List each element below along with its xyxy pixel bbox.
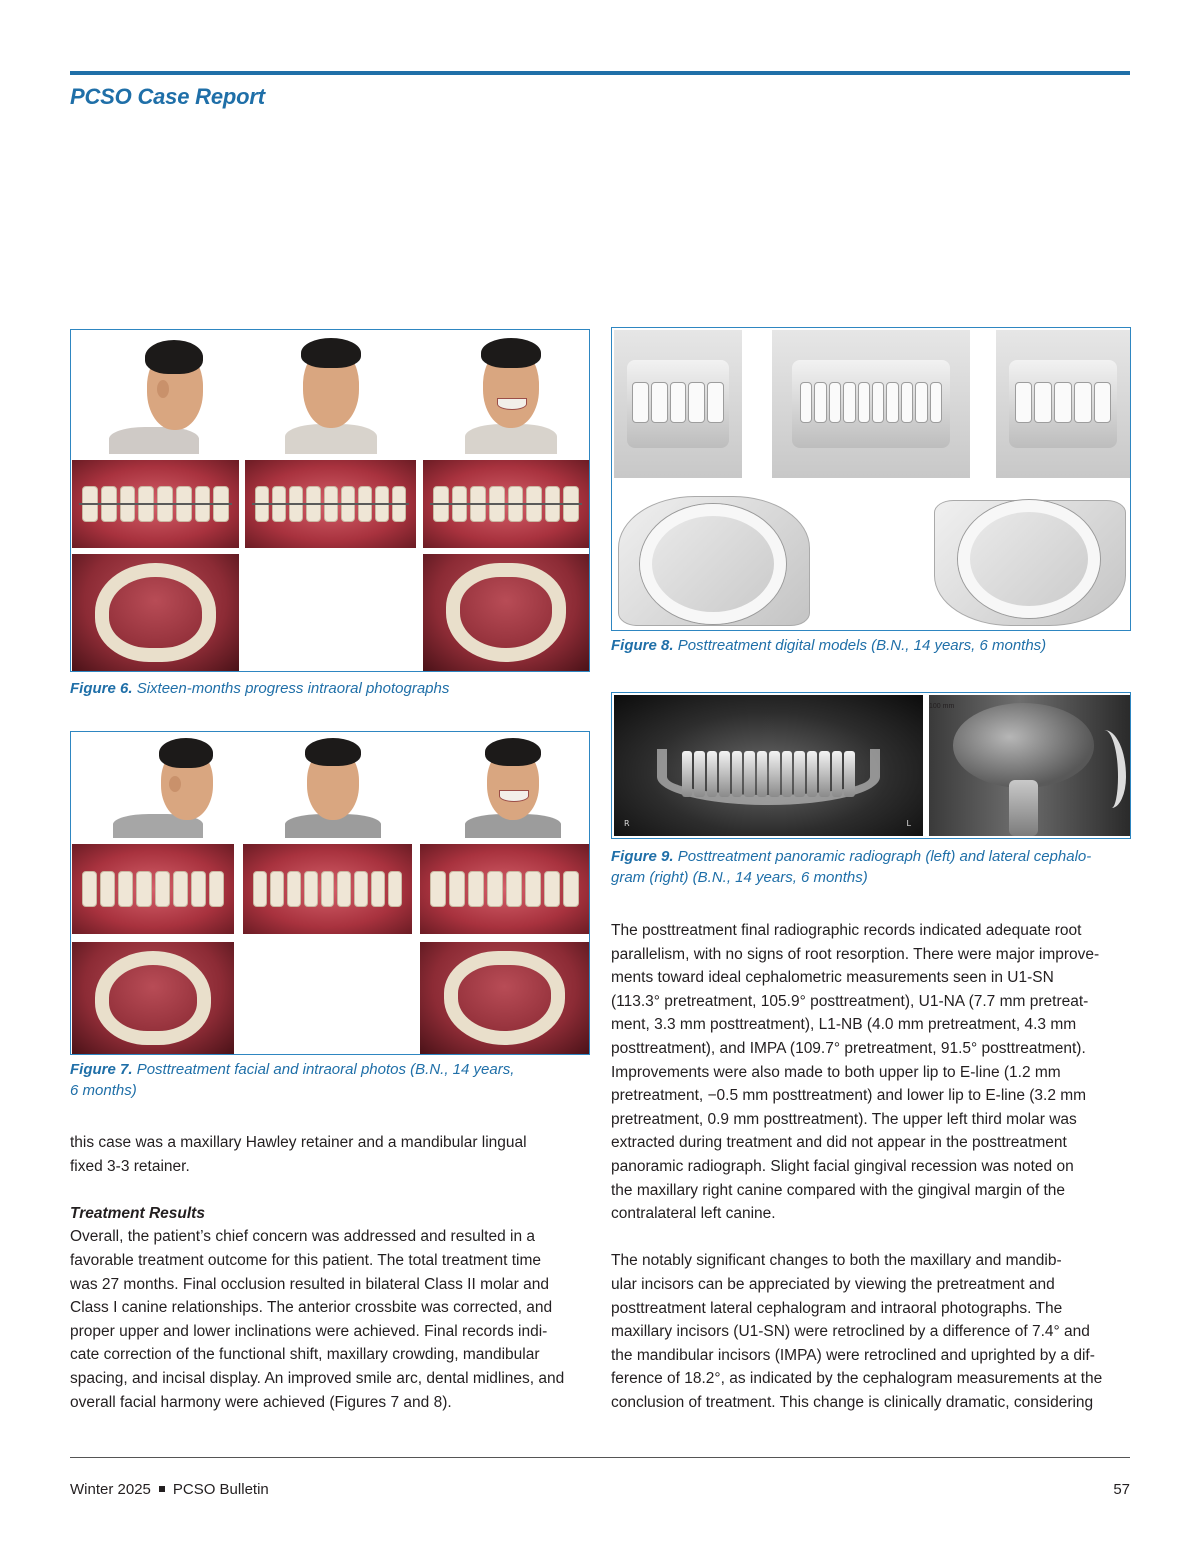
figure-8-caption xyxy=(611,635,1131,656)
square-bullet-icon xyxy=(159,1486,165,1492)
figure-9-text-line2: gram (right) (B.N., 14 years, 6 months) xyxy=(611,869,868,886)
right-text-line: panoramic radiograph. Slight facial gingival recession was noted on xyxy=(611,1157,1074,1175)
left-text-line: proper upper and lower inclinations were achieved. Final records indi- xyxy=(70,1322,548,1340)
progress-left-buccal-photo xyxy=(423,460,589,548)
footer-rule xyxy=(70,1457,1130,1458)
posttreatment-frontal-photo xyxy=(277,734,389,838)
footer-publication-info xyxy=(70,1481,269,1498)
right-text-line: the maxillary right canine compared with the gingival margin of the xyxy=(611,1181,1066,1199)
posttreatment-frontal-intraoral-photo xyxy=(243,844,412,934)
header-rule xyxy=(70,71,1130,75)
radiograph-left-marker: L xyxy=(906,819,911,828)
left-text-line: this case was a maxillary Hawley retainer and a mandibular lingual xyxy=(70,1134,527,1151)
digital-model-left-view xyxy=(996,330,1130,478)
right-text-line: The posttreatment final radiographic records indicated adequate root xyxy=(611,922,1082,939)
figure-8-panel xyxy=(611,327,1131,631)
cephalogram-scale-label: 100 mm xyxy=(929,703,955,710)
right-column-text xyxy=(611,919,1136,1414)
left-text-line: Overall, the patient’s chief concern was addressed and resulted in a xyxy=(70,1228,535,1246)
footer-season: Winter 2025 xyxy=(70,1481,151,1498)
figure-8-text: Posttreatment digital models (B.N., 14 years, 6 months) xyxy=(677,637,1047,654)
right-text-line: ment, 3.3 mm posttreatment), L1-NB (4.0 mm pretreatment, 4.3 mm xyxy=(611,1016,1077,1034)
left-text-line: fixed 3-3 retainer. xyxy=(70,1157,190,1175)
right-text-line: the mandibular incisors (IMPA) were retroclined and uprighted by a dif- xyxy=(611,1346,1095,1364)
right-text-line: ular incisors can be appreciated by viewing the pretreatment and xyxy=(611,1275,1055,1293)
page-header-title: PCSO Case Report xyxy=(70,84,265,109)
left-text-line: was 27 months. Final occlusion resulted in bilateral Class II molar and xyxy=(70,1275,550,1293)
digital-model-maxillary-occlusal xyxy=(614,488,814,628)
progress-mandibular-occlusal-photo xyxy=(423,554,589,671)
radiograph-right-marker: R xyxy=(624,819,630,828)
left-text-line: overall facial harmony were achieved (Figures 7 and 8). xyxy=(70,1393,452,1411)
right-text-line: posttreatment), and IMPA (109.7° pretreatment, 91.5° posttreatment). xyxy=(611,1039,1086,1057)
figure-9-text: Posttreatment panoramic radiograph (left) and lateral cephalo- xyxy=(677,848,1092,865)
figure-7-caption xyxy=(70,1059,590,1101)
digital-model-mandibular-occlusal xyxy=(930,496,1130,628)
left-text-line: favorable treatment outcome for this patient. The total treatment time xyxy=(70,1251,541,1269)
left-text-line: Class I canine relationships. The anterior crossbite was corrected, and xyxy=(70,1299,553,1317)
right-text-line: extracted during treatment and did not appear in the posttreatment xyxy=(611,1134,1067,1152)
right-text-line: posttreatment lateral cephalogram and intraoral photographs. The xyxy=(611,1299,1063,1317)
posttreatment-smile-photo xyxy=(457,734,569,838)
posttreatment-mandibular-occlusal-photo xyxy=(420,942,589,1054)
left-column-text xyxy=(70,1131,595,1414)
figure-8-label: Figure 8. xyxy=(611,637,674,654)
figure-6-text: Sixteen-months progress intraoral photographs xyxy=(136,680,450,697)
posttreatment-maxillary-occlusal-photo xyxy=(72,942,234,1054)
right-text-line: pretreatment, 0.9 mm posttreatment). The upper left third molar was xyxy=(611,1110,1077,1128)
digital-model-frontal-view xyxy=(772,330,970,478)
progress-profile-photo xyxy=(99,332,239,454)
right-text-line: parallelism, with no signs of root resorption. There were major improve- xyxy=(611,945,1100,963)
figure-6-panel xyxy=(70,329,590,672)
figure-9-caption xyxy=(611,846,1141,888)
right-text-line: ments toward ideal cephalometric measurements seen in U1-SN xyxy=(611,969,1054,987)
footer-publication: PCSO Bulletin xyxy=(172,1481,269,1498)
right-text-line: conclusion of treatment. This change is clinically dramatic, considering xyxy=(611,1393,1094,1411)
right-text-line: contralateral left canine. xyxy=(611,1205,776,1223)
progress-maxillary-occlusal-photo xyxy=(72,554,239,671)
treatment-results-heading: Treatment Results xyxy=(70,1204,205,1222)
figure-6-caption xyxy=(70,678,590,699)
figure-9-label: Figure 9. xyxy=(611,848,674,865)
right-text-line: ference of 18.2°, as indicated by the cephalogram measurements at the xyxy=(611,1370,1103,1388)
figure-7-label: Figure 7. xyxy=(70,1061,133,1078)
figure-7-panel xyxy=(70,731,590,1055)
right-text-line: The notably significant changes to both the maxillary and mandib- xyxy=(611,1252,1062,1270)
posttreatment-right-buccal-photo xyxy=(72,844,234,934)
progress-frontal-photo xyxy=(271,332,391,454)
right-text-line: maxillary incisors (U1-SN) were retroclined by a difference of 7.4° and xyxy=(611,1323,1090,1341)
progress-right-buccal-photo xyxy=(72,460,239,548)
lateral-cephalogram xyxy=(929,695,1130,836)
left-text-line: cate correction of the functional shift, maxillary crowding, mandibular xyxy=(70,1346,540,1364)
digital-model-right-view xyxy=(614,330,742,478)
page-number: 57 xyxy=(1113,1481,1130,1498)
figure-9-panel xyxy=(611,692,1131,839)
progress-smile-photo xyxy=(451,332,571,454)
right-text-line: Improvements were also made to both upper lip to E-line (1.2 mm xyxy=(611,1063,1061,1081)
right-text-line: (113.3° pretreatment, 105.9° posttreatment), U1-NA (7.7 mm pretreat- xyxy=(611,992,1089,1010)
figure-7-text-line2: 6 months) xyxy=(70,1082,137,1099)
progress-frontal-intraoral-photo xyxy=(245,460,416,548)
figure-6-label: Figure 6. xyxy=(70,680,133,697)
panoramic-radiograph xyxy=(614,695,923,836)
right-text-line: pretreatment, −0.5 mm posttreatment) and lower lip to E-line (3.2 mm xyxy=(611,1087,1087,1105)
figure-7-text: Posttreatment facial and intraoral photos (B.N., 14 years, xyxy=(136,1061,515,1078)
left-text-line: spacing, and incisal display. An improved smile arc, dental midlines, and xyxy=(70,1369,565,1387)
posttreatment-left-buccal-photo xyxy=(420,844,589,934)
posttreatment-profile-photo xyxy=(109,734,239,838)
